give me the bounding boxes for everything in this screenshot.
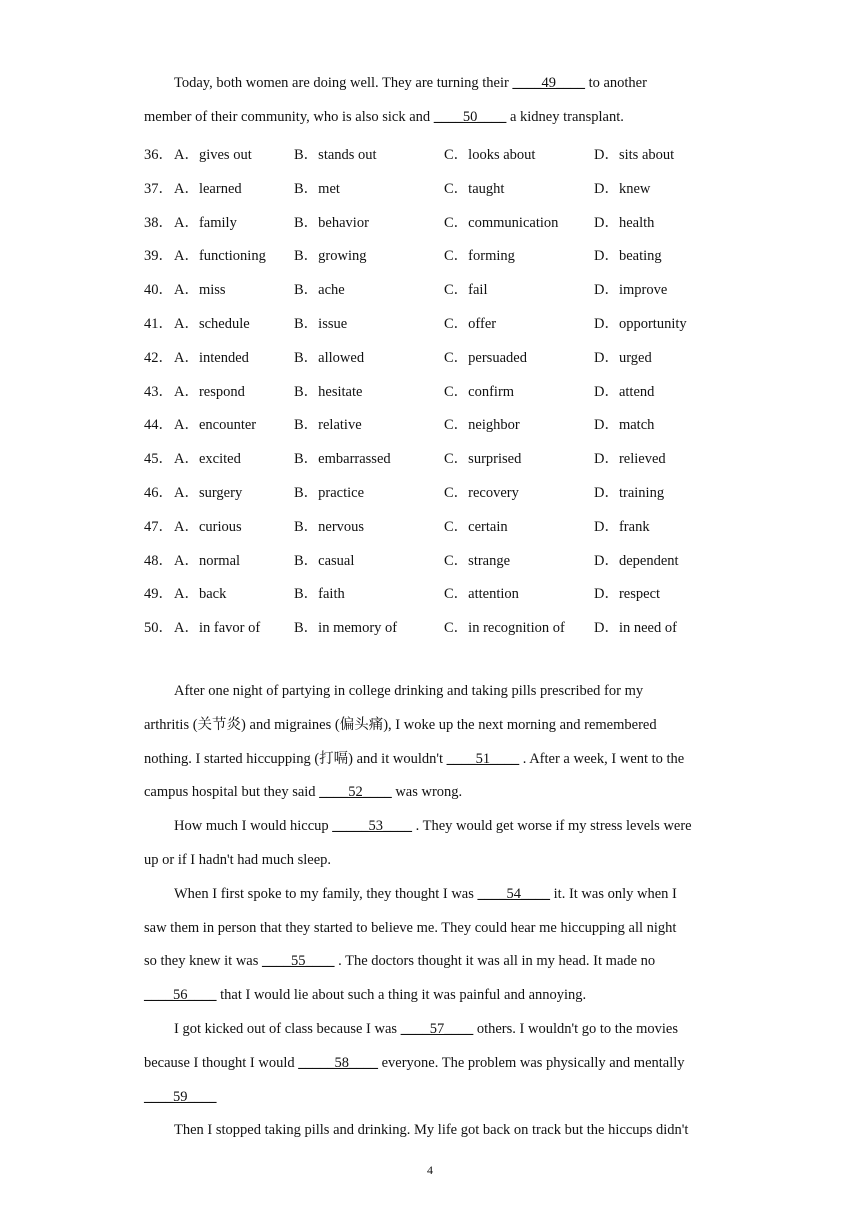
option-b: B．growing [294,248,367,265]
passage2-line [144,852,724,868]
question-number: 42． [144,349,173,366]
option-b: B．casual [294,552,355,569]
option-c: C．communication [444,214,559,231]
answer-blank: ____59____ [144,1088,217,1105]
option-b: B．embarrassed [294,451,391,468]
question-row [144,143,724,161]
option-a: A．miss [174,282,226,299]
question-number: 48． [144,552,173,569]
answer-blank: ____51____ [446,750,520,767]
option-a: A．family [174,214,237,231]
question-number: 39． [144,248,173,265]
option-d: D．in need of [594,620,677,637]
option-a: A．back [174,586,227,603]
option-b: B．stands out [294,147,377,163]
question-number: 50． [144,620,173,637]
option-c: C．forming [444,248,515,265]
option-d: D．relieved [594,451,666,468]
passage2-line [144,717,724,733]
question-row [144,582,724,603]
text-segment: After one night of partying in college drinking and taking pills prescribed for my [174,683,644,699]
passage2-line [144,987,724,1003]
option-b: B．nervous [294,518,365,535]
passage2-line [144,818,754,834]
text-segment: nothing. I started hiccupping (打嗝) and it wouldn't [144,750,447,767]
question-number: 46． [144,485,173,501]
answer-blank: ____55____ [262,953,335,970]
answer-blank: ____49____ [512,75,585,91]
question-row [144,616,724,637]
text-segment: How much I would hiccup [174,818,333,835]
option-a: A．gives out [174,147,252,163]
option-d: D．urged [594,349,652,366]
passage1-line-2 [144,109,724,125]
option-a: A．encounter [174,417,257,434]
answer-blank: ____50____ [433,109,507,125]
answer-blank: ____56____ [144,987,217,1004]
passage2-line [144,920,724,936]
answer-blank: ____52____ [319,784,392,801]
passage2-line [144,1055,724,1071]
answer-blank: ____54____ [477,885,551,902]
option-c: C．persuaded [444,349,527,366]
option-c: C．confirm [444,383,515,400]
passage2-line [144,784,724,800]
question-row [144,515,724,533]
option-b: B．relative [294,417,362,434]
option-d: D．health [594,214,655,231]
question-row [144,278,724,299]
answer-blank: ____57____ [400,1021,474,1037]
option-a: A．in favor of [174,620,261,637]
question-number: 49． [144,586,173,603]
text-segment: because I thought I would [144,1054,299,1071]
option-b: B．met [294,180,340,197]
option-d: D．attend [594,383,655,400]
option-d: D．match [594,417,655,434]
text-segment: . They would get worse if my stress levels were [412,818,692,835]
option-c: C．attention [444,586,519,603]
text-segment: it. It was only when I [550,885,677,902]
text-segment: member of their community, who is also sick and [144,109,434,125]
option-b: B．issue [294,316,348,332]
text-segment: arthritis (关节炎) and migraines (偏头痛), I woke up the next morning and remembered [144,716,657,733]
text-segment: others. I wouldn't go to the movies [473,1021,678,1037]
option-c: C．surprised [444,451,522,468]
question-row [144,447,724,468]
question-number: 47． [144,518,173,535]
question-row [144,549,724,567]
question-number: 41． [144,316,173,332]
answer-blank: _____58____ [298,1054,378,1071]
option-c: C．neighbor [444,417,520,434]
question-row [144,481,724,499]
text-segment: Then I stopped taking pills and drinking. My life got back on track but the hiccups didn't [174,1122,689,1139]
question-number: 45． [144,451,173,468]
question-number: 43． [144,383,173,400]
option-d: D．beating [594,248,662,265]
passage2-line [144,1122,754,1138]
text-segment: . After a week, I went to the [519,750,685,767]
passage2-line [144,683,754,699]
option-c: C．offer [444,316,497,332]
question-row [144,177,724,195]
option-a: A．functioning [174,248,266,265]
option-d: D．dependent [594,552,679,569]
option-b: B．ache [294,282,345,299]
option-d: D．frank [594,518,650,535]
question-number: 38． [144,214,173,231]
option-b: B．hesitate [294,383,363,400]
option-a: A．curious [174,518,242,535]
text-segment: so they knew it was [144,953,262,970]
text-segment: campus hospital but they said [144,784,320,801]
question-number: 37． [144,180,173,197]
passage2-line [144,751,724,767]
option-b: B．behavior [294,214,369,231]
option-b: B．faith [294,586,345,603]
option-a: A．excited [174,451,241,468]
text-segment: a kidney transplant. [506,109,624,125]
passage2-line [144,1089,724,1105]
text-segment: . The doctors thought it was all in my head. It made no [334,953,656,970]
option-a: A．surgery [174,485,243,501]
option-c: C．recovery [444,485,519,501]
option-d: D．knew [594,180,651,197]
option-c: C．in recognition of [444,620,565,637]
option-b: B．allowed [294,349,365,366]
question-number: 40． [144,282,173,299]
question-row [144,380,724,398]
question-number: 36． [144,147,173,163]
option-a: A．intended [174,349,249,366]
option-c: C．taught [444,180,505,197]
text-segment: that I would lie about such a thing it was painful and annoying. [216,987,587,1004]
page-number: 4 [427,1163,433,1177]
text-segment: Today, both women are doing well. They are turning their [174,75,513,91]
option-b: B．practice [294,485,365,501]
option-d: D．training [594,485,665,501]
option-d: D．respect [594,586,661,603]
option-c: C．fail [444,282,488,299]
text-segment: everyone. The problem was physically and mentally [377,1054,685,1071]
question-row [144,312,724,330]
passage2-line [144,1021,754,1037]
text-segment: to another [584,75,647,91]
option-c: C．looks about [444,147,536,163]
text-segment: saw them in person that they started to believe me. They could hear me hiccupping all night [144,919,677,936]
text-segment: I got kicked out of class because I was [174,1021,401,1037]
question-row [144,244,724,265]
option-b: B．in memory of [294,620,398,637]
option-c: C．strange [444,552,511,569]
option-d: D．opportunity [594,316,687,332]
option-c: C．certain [444,518,508,535]
question-row [144,413,724,434]
passage1-line-1 [144,75,754,91]
text-segment: When I first spoke to my family, they thought I was [174,885,478,902]
option-d: D．improve [594,282,668,299]
text-segment: was wrong. [391,784,463,801]
option-a: A．schedule [174,316,250,332]
option-a: A．respond [174,383,245,400]
passage2-line [144,886,754,902]
answer-blank: _____53____ [332,818,413,835]
option-a: A．normal [174,552,241,569]
text-segment: up or if I hadn't had much sleep. [144,852,332,868]
question-row [144,346,724,364]
question-number: 44． [144,417,173,434]
passage2-line [144,953,724,969]
question-row [144,211,724,229]
option-d: D．sits about [594,147,675,163]
option-a: A．learned [174,180,242,197]
